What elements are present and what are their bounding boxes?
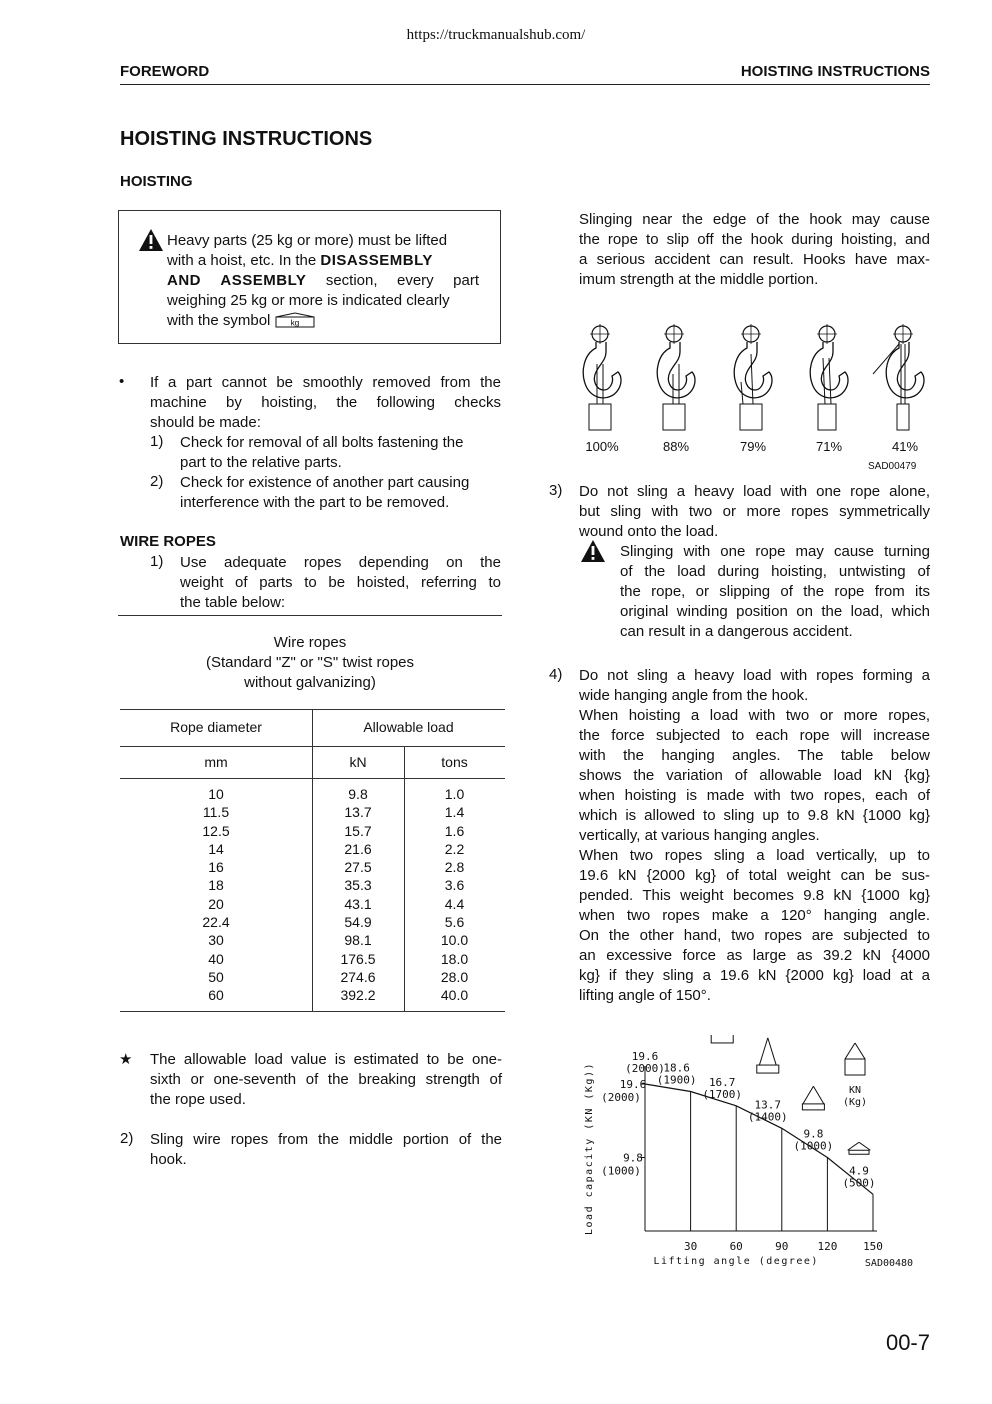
item4-line: the force subjected to each rope will increase	[579, 727, 930, 744]
cell-kn: 43.1	[344, 895, 372, 912]
cell-kn: 54.9	[344, 914, 372, 931]
item3-warning: Slinging with one rope may cause turning of the load during hoisting, untwisting of the rope, or slipping of the rope from its original winding position on the load, which can result in a dangerous accident.	[620, 543, 930, 640]
kg-symbol-icon	[275, 312, 315, 328]
cell-mm: 11.5	[202, 804, 230, 821]
legend-unit: KN	[848, 1085, 862, 1096]
item4-line: shows the variation of allowable load kN {kg}	[579, 767, 930, 784]
cell-mm: 16	[208, 859, 224, 876]
cell-kn: 274.6	[340, 968, 376, 985]
value-sublabel: (1000)	[793, 1139, 834, 1153]
cell-tons: 28.0	[440, 968, 469, 985]
cell-mm: 14	[208, 840, 224, 857]
load-icon-part	[768, 1038, 776, 1065]
column-tons	[404, 785, 505, 1005]
x-tick-label: 150	[863, 1240, 883, 1253]
star-note: The allowable load value is estimated to be one- sixth or one-seventh of the breaking strength of the rope used.	[150, 1051, 502, 1108]
cell-tons: 18.0	[440, 950, 469, 967]
item4-line: On the other hand, two ropes are subjected to	[579, 927, 930, 944]
load-icon-part	[802, 1104, 824, 1110]
x-tick-label: 30	[683, 1240, 698, 1253]
column-kn	[312, 785, 404, 1005]
value-label: 9.8	[803, 1127, 824, 1141]
col-header-diameter: Rope diameter	[170, 719, 262, 735]
divider	[118, 615, 502, 616]
value-label: 19.6	[631, 1050, 659, 1063]
hooks-figure	[570, 318, 930, 478]
item4-line: pended. This weight becomes 9.8 kN {1000 kg}	[579, 887, 930, 904]
warning-line: with a hoist, etc. In the DISASSEMBLY	[167, 252, 433, 269]
cell-kn: 98.1	[344, 932, 372, 949]
y-tick-label: 19.6	[619, 1078, 647, 1091]
value-sublabel: (1700)	[702, 1087, 743, 1101]
legend-unit: (Kg)	[842, 1097, 868, 1108]
header-rule	[120, 84, 930, 85]
cell-mm: 50	[208, 968, 224, 985]
warning-icon	[580, 539, 606, 563]
item4-line: 19.6 kN {2000 kg} of total weight can be sus-	[579, 867, 930, 884]
item-number: 4)	[549, 666, 563, 683]
page-title: HOISTING INSTRUCTIONS	[120, 128, 373, 150]
legend-icon	[845, 1059, 865, 1075]
cell-tons: 10.0	[440, 932, 469, 949]
load-icon-part	[803, 1086, 813, 1104]
cell-mm: 60	[208, 987, 224, 1004]
cell-kn: 13.7	[344, 804, 372, 821]
hook-percent: 71%	[815, 439, 843, 454]
cell-mm: 22.4	[202, 914, 230, 931]
load-icon-part	[859, 1142, 870, 1150]
item4-line: when hoisting is made with two ropes, each of	[579, 787, 930, 804]
cell-tons: 2.2	[444, 840, 465, 857]
check-number: 1)	[150, 433, 164, 450]
load-icon	[802, 1086, 824, 1110]
rope-table	[120, 709, 505, 1012]
hook-percent: 41%	[891, 439, 919, 454]
value-label: 18.6	[663, 1061, 690, 1075]
warning-text	[167, 231, 479, 331]
item-number: 1)	[150, 553, 164, 570]
item4-line: lifting angle of 150°.	[579, 987, 711, 1004]
item4-line: When two ropes sling a load vertically, up to	[579, 847, 930, 864]
column-mm	[120, 785, 312, 1005]
item4-line: with the hanging angles. The table below	[579, 747, 930, 764]
cell-kn: 27.5	[344, 859, 372, 876]
source-url[interactable]: https://truckmanualshub.com/	[406, 27, 586, 43]
item4-line: kg} if they sling a 19.6 kN {2000 kg} load at a	[579, 967, 930, 984]
value-sublabel: (2000)	[625, 1062, 665, 1075]
legend-icon	[855, 1043, 865, 1059]
cell-mm: 12.5	[202, 822, 230, 839]
col-header-load: Allowable load	[363, 719, 454, 735]
x-tick-label: 90	[775, 1240, 789, 1253]
item4-line: an excessive force as large as 39.2 kN {4000	[579, 947, 930, 964]
value-label: 16.7	[708, 1075, 736, 1089]
warning-line: with the symbol kg	[167, 311, 479, 331]
cell-mm: 18	[208, 877, 224, 894]
value-sublabel: (500)	[842, 1176, 876, 1190]
y-tick-sublabel: (1000)	[601, 1164, 641, 1178]
item4-line: vertically, at various hanging angles.	[579, 827, 820, 844]
check-text: Check for existence of another part causing interference with the part to be removed.	[180, 474, 470, 511]
bullet-text: If a part cannot be smoothly removed from the machine by hoisting, the following checks should be made:	[150, 374, 501, 431]
figure-code: SAD00479	[868, 461, 917, 472]
cell-kn: 176.5	[340, 950, 376, 967]
load-icon	[757, 1038, 779, 1073]
cell-tons: 40.0	[440, 987, 469, 1004]
load-icon	[848, 1142, 871, 1154]
warning-icon	[138, 228, 164, 252]
x-tick-label: 120	[817, 1240, 838, 1253]
unit-mm: mm	[204, 754, 228, 770]
value-sublabel: (1400)	[747, 1110, 788, 1124]
bullet-mark: •	[119, 373, 125, 390]
header-chapter: HOISTING INSTRUCTIONS	[740, 63, 930, 80]
y-tick-label: 9.8	[623, 1151, 643, 1165]
check-text: Check for removal of all bolts fastening the part to the relative parts.	[180, 434, 464, 471]
hook-percent: 88%	[662, 439, 690, 454]
item-text: Do not sling a heavy load with one rope alone, but sling with two or more ropes symmetrically wound onto the load.	[579, 483, 930, 540]
page-number: 00-7	[885, 1330, 930, 1355]
item-number: 2)	[120, 1130, 134, 1147]
cell-tons: 1.0	[444, 786, 465, 802]
warning-line: Heavy parts (25 kg or more) must be lifted	[167, 232, 448, 249]
cell-tons: 2.8	[444, 859, 465, 876]
cell-mm: 30	[208, 932, 224, 949]
figure-code: SAD00480	[864, 1258, 914, 1269]
unit-tons: tons	[441, 754, 468, 770]
value-sublabel: (1900)	[656, 1073, 697, 1087]
load-icon	[711, 1035, 733, 1043]
load-icon-part	[759, 1038, 767, 1065]
warning-line: AND ASSEMBLY section, every part	[167, 272, 479, 289]
table-caption: Wire ropes (Standard "Z" or "S" twist ropes without galvanizing)	[205, 634, 415, 691]
load-capacity-chart	[575, 1035, 935, 1275]
hoisting-heading: HOISTING	[120, 173, 193, 190]
load-icon-part	[813, 1086, 823, 1104]
load-icon-part	[757, 1065, 779, 1073]
cell-kn: 35.3	[344, 877, 372, 894]
item-number: 3)	[549, 482, 563, 499]
warning-line: weighing 25 kg or more is indicated clearly	[167, 292, 450, 309]
cell-kn: 392.2	[340, 987, 376, 1004]
hook-percent: 79%	[739, 439, 767, 454]
hook-percent: 100%	[585, 439, 619, 454]
item-text: Use adequate ropes depending on the weight of parts to be hoisted, referring to the table below:	[180, 554, 501, 611]
y-tick-sublabel: (2000)	[601, 1091, 641, 1104]
item4-text	[579, 666, 930, 1006]
cell-kn: 21.6	[344, 840, 372, 857]
cell-mm: 20	[208, 895, 224, 912]
item4-line: which is allowed to sling up to 9.8 kN {1000 kg}	[579, 807, 930, 824]
unit-kn: kN	[349, 754, 367, 770]
legend-icon	[845, 1043, 855, 1059]
cell-kn: 9.8	[348, 786, 368, 802]
cell-kn: 15.7	[344, 822, 372, 839]
wire-ropes-heading: WIRE ROPES	[120, 533, 216, 550]
cell-tons: 1.6	[444, 822, 465, 839]
star-mark: ★	[119, 1051, 133, 1068]
svg-text:kg: kg	[290, 318, 299, 328]
item4-line: When hoisting a load with two or more ropes,	[579, 707, 930, 724]
item4-line: when two ropes make a 120° hanging angle.	[579, 907, 930, 924]
item-text: Sling wire ropes from the middle portion of the hook.	[150, 1131, 502, 1168]
y-axis-label: Load capacity (KN (Kg))	[584, 1062, 595, 1235]
check-number: 2)	[150, 473, 164, 490]
cell-tons: 3.6	[444, 877, 465, 894]
header-section: FOREWORD	[120, 63, 210, 80]
value-label: 4.9	[849, 1164, 869, 1178]
cell-mm: 10	[208, 786, 224, 802]
warning-box	[118, 210, 501, 344]
item4-line: wide hanging angle from the hook.	[579, 687, 809, 704]
load-icon-part	[848, 1142, 859, 1150]
x-axis-label: Lifting angle (degree)	[653, 1256, 819, 1267]
value-label: 13.7	[754, 1098, 782, 1112]
cell-tons: 5.6	[444, 914, 465, 931]
load-icon-part	[711, 1035, 733, 1043]
cell-tons: 4.4	[444, 895, 465, 912]
x-tick-label: 60	[729, 1240, 743, 1253]
load-icon-part	[849, 1150, 869, 1154]
cell-mm: 40	[208, 950, 224, 967]
item4-line: Do not sling a heavy load with ropes forming a	[579, 667, 930, 684]
sling-paragraph: Slinging near the edge of the hook may cause the rope to slip off the hook during hoisting, and a serious accident can result. Hooks have max- imum strength at the middle portion.	[579, 211, 930, 288]
cell-tons: 1.4	[444, 804, 465, 821]
